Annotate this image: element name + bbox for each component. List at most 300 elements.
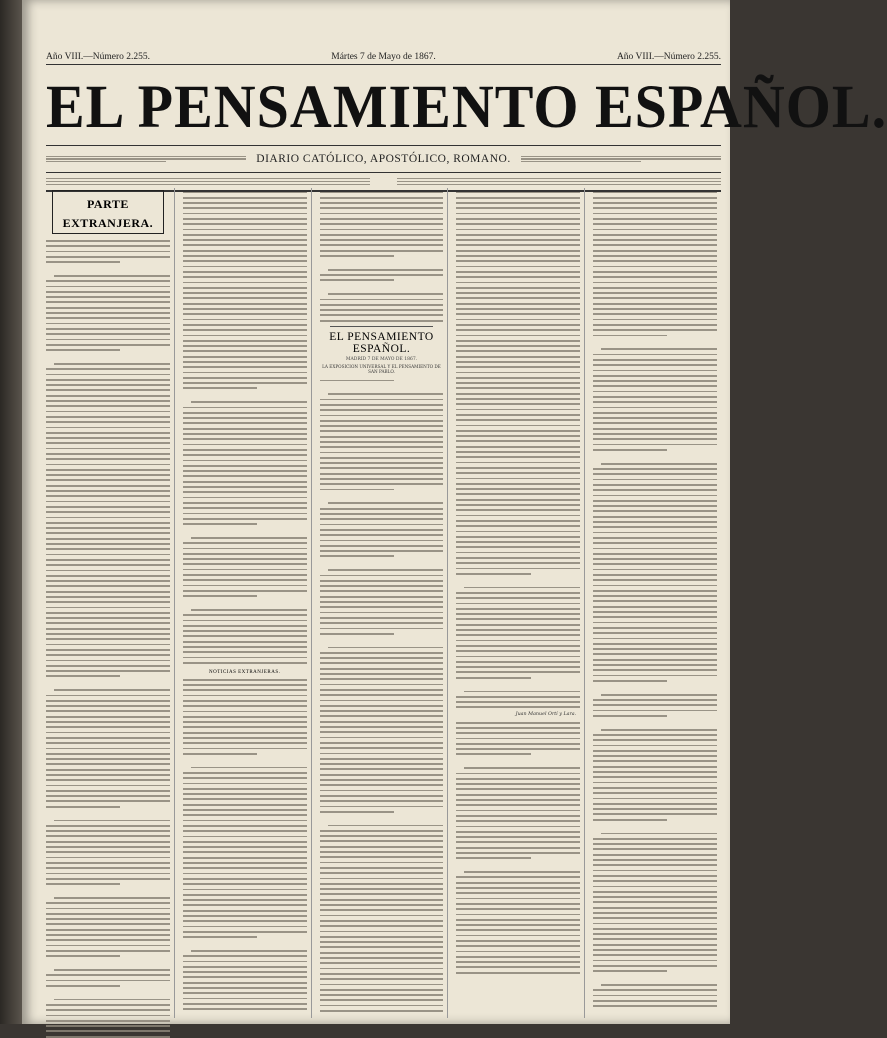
book-binding <box>0 0 22 1024</box>
text-line <box>464 587 580 589</box>
text-line <box>456 531 580 533</box>
text-line <box>183 292 307 294</box>
text-line <box>593 965 717 967</box>
text-line <box>593 960 717 962</box>
text-line <box>593 569 717 571</box>
text-line <box>593 949 717 951</box>
issue-row <box>46 52 721 65</box>
text-line <box>593 798 717 800</box>
text-line <box>320 234 444 236</box>
text-line <box>183 475 307 477</box>
text-line <box>320 1010 444 1012</box>
text-line <box>328 647 444 649</box>
text-line <box>46 742 170 744</box>
text-line <box>593 755 717 757</box>
text-line <box>183 590 307 592</box>
text-line <box>593 803 717 805</box>
text-line <box>320 309 444 311</box>
text-line <box>46 939 170 941</box>
text-line <box>593 202 717 204</box>
text-line <box>183 904 307 906</box>
text-line <box>593 385 717 387</box>
text-line <box>456 924 580 926</box>
text-line <box>46 333 170 335</box>
text-line <box>183 470 307 472</box>
text-line <box>46 458 170 460</box>
text-line <box>456 255 580 257</box>
header <box>46 52 887 192</box>
text-line <box>46 700 170 702</box>
text-line <box>593 606 717 608</box>
text-line <box>456 966 580 968</box>
text-line <box>456 244 580 246</box>
text-line <box>46 1025 170 1027</box>
text-line <box>320 931 444 933</box>
text-line <box>593 407 717 409</box>
text-line <box>183 433 307 435</box>
text-line <box>46 830 170 832</box>
text-line <box>593 250 717 252</box>
text-line <box>183 585 307 587</box>
text-line <box>183 303 307 305</box>
text-line <box>593 638 717 640</box>
text-line <box>320 250 444 252</box>
text-line <box>456 634 580 636</box>
text-line <box>456 841 580 843</box>
text-line <box>456 356 580 358</box>
text-line <box>593 585 717 587</box>
text-line <box>320 721 444 723</box>
text-line <box>183 422 307 424</box>
text-line <box>601 833 717 835</box>
text-line <box>456 440 580 442</box>
text-line <box>320 806 444 808</box>
text-line <box>46 923 170 925</box>
text-line <box>456 898 580 900</box>
text-line <box>183 548 307 550</box>
text-line <box>183 234 307 236</box>
text-line <box>183 689 307 691</box>
text-line <box>183 218 307 220</box>
text-line <box>320 657 444 659</box>
text-line <box>593 907 717 909</box>
text-line <box>456 557 580 559</box>
text-line <box>320 462 444 464</box>
text-line <box>183 899 307 901</box>
text-line <box>456 536 580 538</box>
text-line <box>46 286 170 288</box>
text-line <box>593 664 717 666</box>
text-line <box>320 415 444 417</box>
text-line <box>456 810 580 812</box>
text-line <box>456 892 580 894</box>
text-line <box>593 297 717 299</box>
text-line <box>320 957 444 959</box>
text-line <box>320 909 444 911</box>
text-line <box>320 223 444 225</box>
text-line <box>183 428 307 430</box>
text-line <box>456 852 580 854</box>
text-line <box>593 659 717 661</box>
text-line <box>320 684 444 686</box>
text-line <box>191 401 307 403</box>
text-line <box>183 260 307 262</box>
text-line <box>191 950 307 952</box>
text-line <box>320 946 444 948</box>
column-4-text-bottom <box>456 722 580 974</box>
text-line <box>456 382 580 384</box>
text-line <box>328 825 444 827</box>
text-line <box>320 229 444 231</box>
text-line <box>46 570 170 572</box>
text-line <box>320 811 394 813</box>
text-line <box>183 883 307 885</box>
text-line <box>456 820 580 822</box>
text-line <box>320 999 444 1001</box>
text-line <box>320 218 444 220</box>
text-line <box>320 518 444 520</box>
text-line <box>183 460 307 462</box>
text-line <box>456 467 580 469</box>
text-line <box>320 830 444 832</box>
text-line <box>456 972 580 974</box>
section-parte-extranjera <box>52 190 164 234</box>
text-line <box>456 313 580 315</box>
text-line <box>183 287 307 289</box>
text-line <box>183 889 307 891</box>
text-line <box>320 973 444 975</box>
text-line <box>320 207 444 209</box>
text-line <box>183 553 307 555</box>
text-line <box>456 778 580 780</box>
text-line <box>593 505 717 507</box>
text-line <box>320 763 444 765</box>
text-line <box>320 888 444 890</box>
text-line <box>46 432 170 434</box>
text-line <box>456 727 580 729</box>
text-line <box>54 689 170 691</box>
text-line <box>593 500 717 502</box>
text-line <box>593 391 717 393</box>
text-line <box>46 1015 170 1017</box>
text-line <box>593 643 717 645</box>
text-line <box>593 479 717 481</box>
text-line <box>183 742 307 744</box>
text-line <box>593 444 717 446</box>
text-line <box>183 454 307 456</box>
text-line <box>183 308 307 310</box>
text-line <box>601 729 717 731</box>
text-line <box>46 261 120 263</box>
text-line <box>593 489 717 491</box>
text-line <box>183 297 307 299</box>
text-line <box>320 529 444 531</box>
text-line <box>320 925 444 927</box>
text-line <box>320 601 444 603</box>
text-line <box>456 603 580 605</box>
column-3-text-top <box>320 192 444 322</box>
text-line <box>593 319 717 321</box>
text-line <box>456 706 580 708</box>
text-line <box>593 255 717 257</box>
text-line <box>593 192 717 194</box>
text-line <box>593 532 717 534</box>
text-line <box>456 914 580 916</box>
text-line <box>593 669 717 671</box>
text-line <box>46 564 170 566</box>
text-line <box>320 835 444 837</box>
text-line <box>320 441 444 443</box>
text-line <box>593 449 667 451</box>
text-line <box>456 748 580 750</box>
text-line <box>46 695 170 697</box>
text-line <box>456 271 580 273</box>
text-line <box>183 651 307 653</box>
column-1-text <box>46 240 170 1038</box>
text-line <box>456 239 580 241</box>
text-line <box>601 463 717 465</box>
text-line <box>593 896 717 898</box>
text-line <box>46 400 170 402</box>
text-line <box>183 620 307 622</box>
text-line <box>320 840 444 842</box>
text-line <box>46 806 120 808</box>
text-line <box>320 404 444 406</box>
text-line <box>46 384 170 386</box>
text-line <box>456 956 580 958</box>
text-line <box>456 202 580 204</box>
text-line <box>456 515 580 517</box>
text-line <box>456 207 580 209</box>
text-line <box>46 945 170 947</box>
text-line <box>456 701 580 703</box>
text-line <box>46 506 170 508</box>
text-line <box>183 867 307 869</box>
text-line <box>183 481 307 483</box>
text-line <box>320 299 444 301</box>
text-line <box>320 779 444 781</box>
text-line <box>456 541 580 543</box>
text-line <box>46 974 170 976</box>
text-line <box>183 282 307 284</box>
text-line <box>593 276 717 278</box>
text-line <box>46 485 170 487</box>
text-line <box>320 457 444 459</box>
text-line <box>456 929 580 931</box>
column-4-text-top <box>456 192 580 709</box>
text-line <box>46 291 170 293</box>
text-line <box>54 820 170 822</box>
text-line <box>320 274 444 276</box>
text-line <box>46 411 170 413</box>
text-line <box>46 427 170 429</box>
section-pensamiento-dateline: MADRID 7 DE MAYO DE 1867. <box>345 356 418 362</box>
text-line <box>183 732 307 734</box>
text-line <box>46 790 170 792</box>
text-line <box>456 218 580 220</box>
text-line <box>593 787 717 789</box>
text-line <box>456 435 580 437</box>
text-line <box>46 554 170 556</box>
text-line <box>456 876 580 878</box>
text-line <box>191 767 307 769</box>
text-line <box>183 825 307 827</box>
text-line <box>183 444 307 446</box>
text-line <box>593 917 717 919</box>
text-line <box>456 387 580 389</box>
text-line <box>320 678 444 680</box>
text-line <box>320 304 444 306</box>
text-line <box>183 491 307 493</box>
text-line <box>46 638 170 640</box>
text-line <box>593 880 717 882</box>
text-line <box>456 451 580 453</box>
text-line <box>46 527 170 529</box>
text-line <box>593 675 717 677</box>
text-line <box>46 617 170 619</box>
text-line <box>183 873 307 875</box>
text-line <box>593 526 717 528</box>
text-line <box>320 483 444 485</box>
text-line <box>46 517 170 519</box>
text-line <box>183 229 307 231</box>
text-line <box>593 260 717 262</box>
text-line <box>46 596 170 598</box>
text-line <box>320 399 444 401</box>
text-line <box>183 558 307 560</box>
text-line <box>456 361 580 363</box>
text-line <box>593 438 717 440</box>
section-pensamiento-subtitle: LA EXPOSICION UNIVERSAL Y EL PENSAMIENTO DE SAN PABLO. <box>322 363 441 374</box>
text-line <box>46 913 170 915</box>
text-line <box>593 287 717 289</box>
text-line <box>46 339 170 341</box>
text-line <box>183 223 307 225</box>
text-line <box>46 479 170 481</box>
text-line <box>320 508 444 510</box>
text-line <box>320 409 444 411</box>
text-line <box>456 882 580 884</box>
text-line <box>46 464 170 466</box>
text-line <box>183 936 257 938</box>
masthead-title: EL PENSAMIENTO ESPAÑOL. <box>46 72 887 141</box>
text-line <box>46 857 170 859</box>
text-line <box>456 919 580 921</box>
text-line <box>456 456 580 458</box>
text-line <box>456 592 580 594</box>
text-line <box>320 1005 444 1007</box>
text-line <box>46 883 120 885</box>
text-line <box>46 490 170 492</box>
text-line <box>456 282 580 284</box>
text-line <box>320 941 444 943</box>
text-line <box>593 710 717 712</box>
text-line <box>456 345 580 347</box>
text-line <box>46 918 170 920</box>
text-line <box>46 675 120 677</box>
text-line <box>593 548 717 550</box>
text-line <box>183 407 307 409</box>
text-line <box>456 520 580 522</box>
text-line <box>46 317 170 319</box>
text-line <box>183 366 307 368</box>
text-line <box>456 340 580 342</box>
text-line <box>320 989 444 991</box>
text-line <box>46 501 170 503</box>
text-line <box>183 1003 307 1005</box>
text-line <box>46 559 170 561</box>
text-line <box>593 271 717 273</box>
text-line <box>46 301 170 303</box>
text-line <box>320 436 444 438</box>
text-line <box>456 613 580 615</box>
text-line <box>183 213 307 215</box>
text-line <box>456 794 580 796</box>
text-line <box>593 313 717 315</box>
text-line <box>54 897 170 899</box>
column-2-text-top <box>183 192 307 664</box>
text-line <box>456 826 580 828</box>
text-line <box>320 899 444 901</box>
text-line <box>183 382 307 384</box>
text-line <box>54 999 170 1001</box>
text-line <box>320 952 444 954</box>
text-line <box>593 401 717 403</box>
text-line <box>593 750 717 752</box>
text-line <box>46 654 170 656</box>
text-line <box>183 814 307 816</box>
text-line <box>183 926 307 928</box>
text-line <box>593 848 717 850</box>
text-line <box>46 395 170 397</box>
text-line <box>46 416 170 418</box>
text-line <box>593 396 717 398</box>
text-line <box>593 563 717 565</box>
text-line <box>183 1008 307 1010</box>
text-line <box>46 1030 170 1032</box>
text-line <box>183 417 307 419</box>
text-line <box>456 831 580 833</box>
text-line <box>183 563 307 565</box>
section-noticias-title: NOTICIAS EXTRANJERAS. <box>209 669 281 675</box>
text-line <box>183 920 307 922</box>
text-line <box>456 377 580 379</box>
text-line <box>183 350 307 352</box>
text-line <box>54 275 170 277</box>
text-line <box>183 324 307 326</box>
text-line <box>320 710 444 712</box>
text-line <box>593 375 717 377</box>
text-line <box>46 240 170 242</box>
text-line <box>593 989 717 991</box>
text-line <box>183 910 307 912</box>
text-line <box>183 266 307 268</box>
text-line <box>183 255 307 257</box>
text-line <box>456 677 530 679</box>
text-line <box>593 553 717 555</box>
text-line <box>46 644 170 646</box>
article-signature: Juan Manuel Ortí y Lara. <box>515 711 577 717</box>
text-line <box>456 935 580 937</box>
text-line <box>320 700 444 702</box>
text-line <box>456 266 580 268</box>
text-line <box>46 1020 170 1022</box>
text-line <box>593 359 717 361</box>
text-line <box>183 878 307 880</box>
text-line <box>183 502 307 504</box>
newspaper-page <box>22 0 887 1024</box>
text-line <box>593 766 717 768</box>
